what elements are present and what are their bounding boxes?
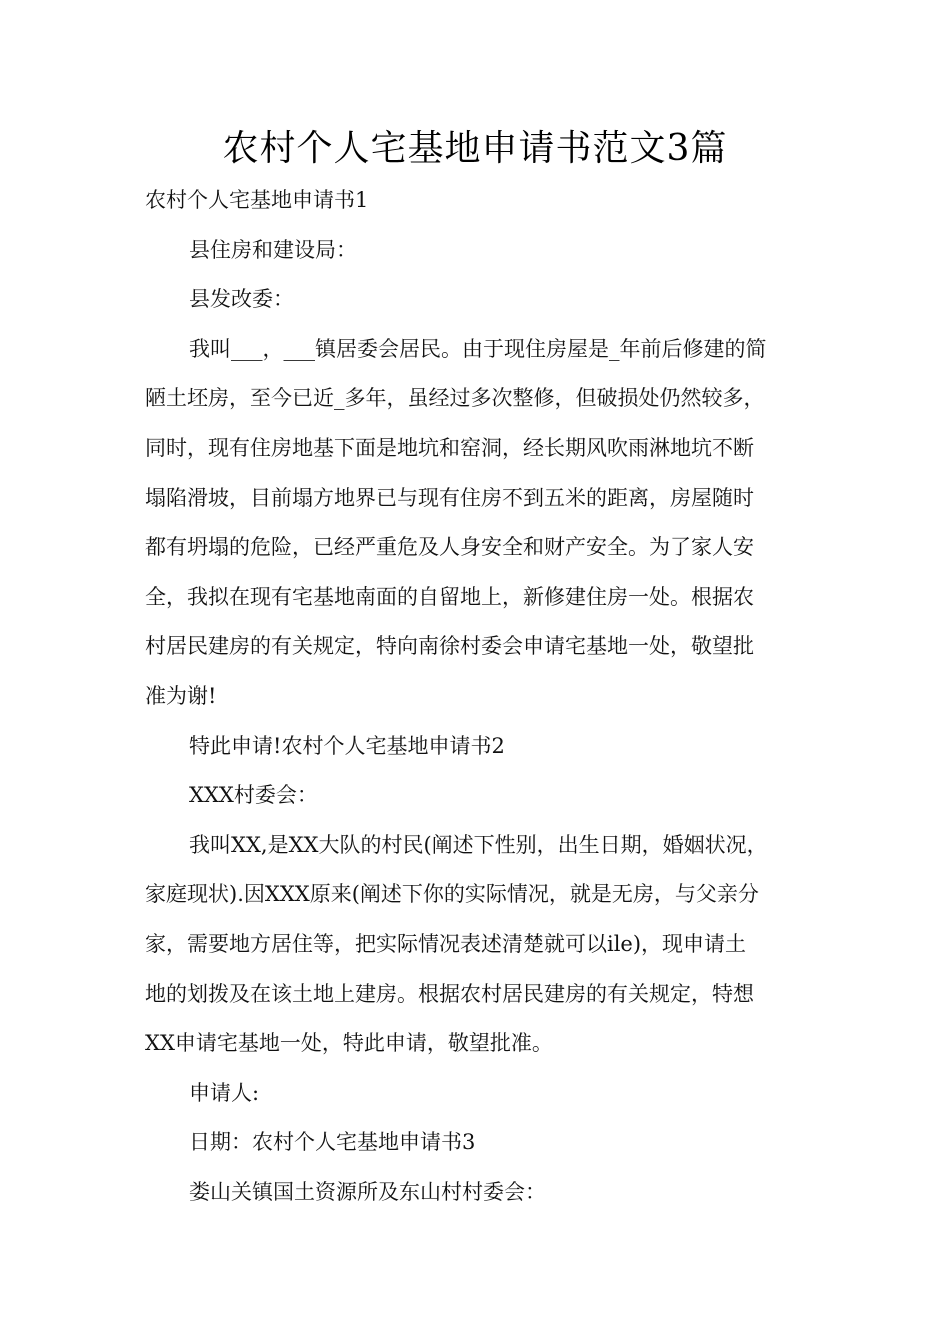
- paragraph-line: 家庭现状).因XXX原来(阐述下你的实际情况，就是无房，与父亲分: [145, 882, 759, 907]
- body-paragraph-1: [145, 325, 809, 722]
- paragraph-line: 同时，现有住房地基下面是地坑和窑洞，经长期风吹雨淋地坑不断: [145, 435, 754, 460]
- addressee-line: 娄山关镇国土资源所及东山村村委会：: [189, 1179, 546, 1204]
- paragraph-line: XX申请宅基地一处，特此申请，敬望批准。: [145, 1031, 553, 1056]
- addressee-line: 县发改委：: [189, 287, 294, 312]
- paragraph-line: 全，我拟在现有宅基地南面的自留地上，新修建住房一处。根据农: [145, 584, 754, 609]
- addressee-line: 县住房和建设局：: [189, 237, 357, 262]
- paragraph-line: 家，需要地方居住等，把实际情况表述清楚就可以ile)，现申请土: [145, 931, 747, 956]
- paragraph-line: 准为谢!: [145, 683, 217, 708]
- closing-and-heading-2: 特此申请!农村个人宅基地申请书2: [189, 733, 505, 758]
- addressee-line: XXX村委会：: [189, 783, 318, 808]
- paragraph-line: 陋土坯房，至今已近_多年，虽经过多次整修，但破损处仍然较多，: [145, 386, 765, 411]
- paragraph-line: 都有坍塌的危险，已经严重危及人身安全和财产安全。为了家人安: [145, 535, 754, 560]
- paragraph-line: 塌陷滑坡，目前塌方地界已与现有住房不到五米的距离，房屋随时: [145, 485, 754, 510]
- document-body: [145, 176, 809, 1217]
- applicant-line: 申请人:: [189, 1080, 260, 1105]
- body-paragraph-2: [145, 821, 809, 1069]
- document-title: 农村个人宅基地申请书范文3篇: [222, 128, 728, 169]
- date-and-heading-3: 日期：农村个人宅基地申请书3: [189, 1130, 476, 1155]
- paragraph-line: 地的划拨及在该土地上建房。根据农村居民建房的有关规定，特想: [145, 981, 754, 1006]
- paragraph-line: 村居民建房的有关规定，特向南徐村委会申请宅基地一处，敬望批: [145, 634, 754, 659]
- paragraph-line: 我叫___，___镇居委会居民。由于现住房屋是_年前后修建的简: [189, 336, 767, 361]
- paragraph-line: 我叫XX,是XX大队的村民(阐述下性别，出生日期，婚姻状况，: [189, 832, 768, 857]
- section-heading-1: 农村个人宅基地申请书1: [145, 188, 369, 212]
